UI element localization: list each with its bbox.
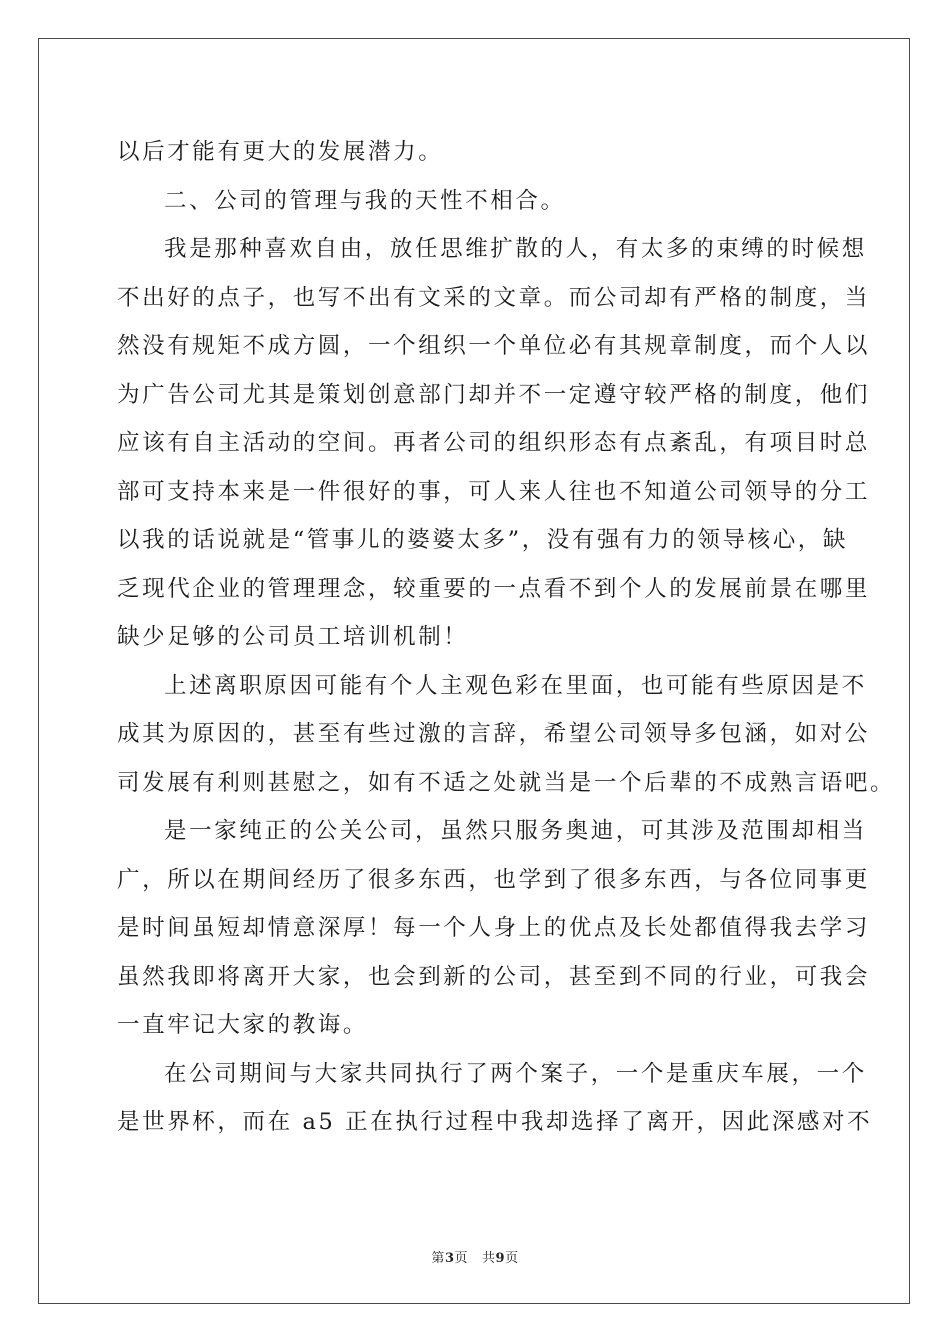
- text-line: 不出好的点子，也写不出有文采的文章。而公司却有严格的制度，当: [117, 284, 871, 311]
- text-line: 我是那种喜欢自由，放任思维扩散的人，有太多的束缚的时候想: [164, 236, 867, 262]
- text-line: 二、公司的管理与我的天性不相合。: [164, 187, 566, 214]
- text-line: 广，所以在期间经历了很多东西，也学到了很多东西，与各位同事更: [117, 866, 871, 893]
- text-line: 一直牢记大家的教诲。: [117, 1012, 369, 1038]
- total-pages: 9: [495, 1251, 506, 1266]
- text-line: 成其为原因的，甚至有些过激的言辞，希望公司领导多包涵，如对公: [117, 721, 871, 747]
- total-prefix: 共: [482, 1251, 496, 1266]
- text-line: 在公司期间与大家共同执行了两个案子，一个是重庆车展，一个: [164, 1060, 867, 1087]
- text-line: 以我的话说就是“管事儿的婆婆太多”，没有强有力的领导核心，缺: [117, 527, 849, 553]
- page-prefix: 第: [431, 1251, 445, 1266]
- text-line: 为广告公司尤其是策划创意部门却并不一定遵守较严格的制度，他们: [117, 381, 871, 408]
- text-line: 是时间虽短却情意深厚！每一个人身上的优点及长处都值得我去学习: [117, 915, 871, 941]
- text-line: 以后才能有更大的发展潜力。: [117, 139, 444, 165]
- text-line: 应该有自主活动的空间。再者公司的组织形态有点紊乱，有项目时总: [117, 430, 871, 456]
- total-suffix: 页: [505, 1251, 519, 1266]
- document-body: [117, 128, 896, 1147]
- text-line: 虽然我即将离开大家，也会到新的公司，甚至到不同的行业，可我会: [117, 963, 871, 990]
- page-number: 3: [444, 1251, 455, 1266]
- text-line: 司发展有利则甚慰之，如有不适之处就当是一个后辈的不成熟言语吧。: [117, 769, 896, 796]
- text-line: 上述离职原因可能有个人主观色彩在里面，也可能有些原因是不: [164, 672, 867, 699]
- text-line: 是世界杯，而在 a5 正在执行过程中我却选择了离开，因此深感对不: [117, 1109, 873, 1135]
- text-line: 然没有规矩不成方圆，一个组织一个单位必有其规章制度，而个人以: [117, 333, 871, 359]
- text-line: 是一家纯正的公关公司，虽然只服务奥迪，可其涉及范围却相当: [164, 818, 867, 844]
- text-line: 乏现代企业的管理理念，较重要的一点看不到个人的发展前景在哪里: [117, 575, 871, 602]
- text-line: 部可支持本来是一件很好的事，可人来人往也不知道公司领导的分工: [117, 478, 871, 505]
- page-suffix: 页: [454, 1251, 468, 1266]
- text-line: 缺少足够的公司员工培训机制！: [117, 624, 469, 650]
- page-footer: [0, 1247, 950, 1266]
